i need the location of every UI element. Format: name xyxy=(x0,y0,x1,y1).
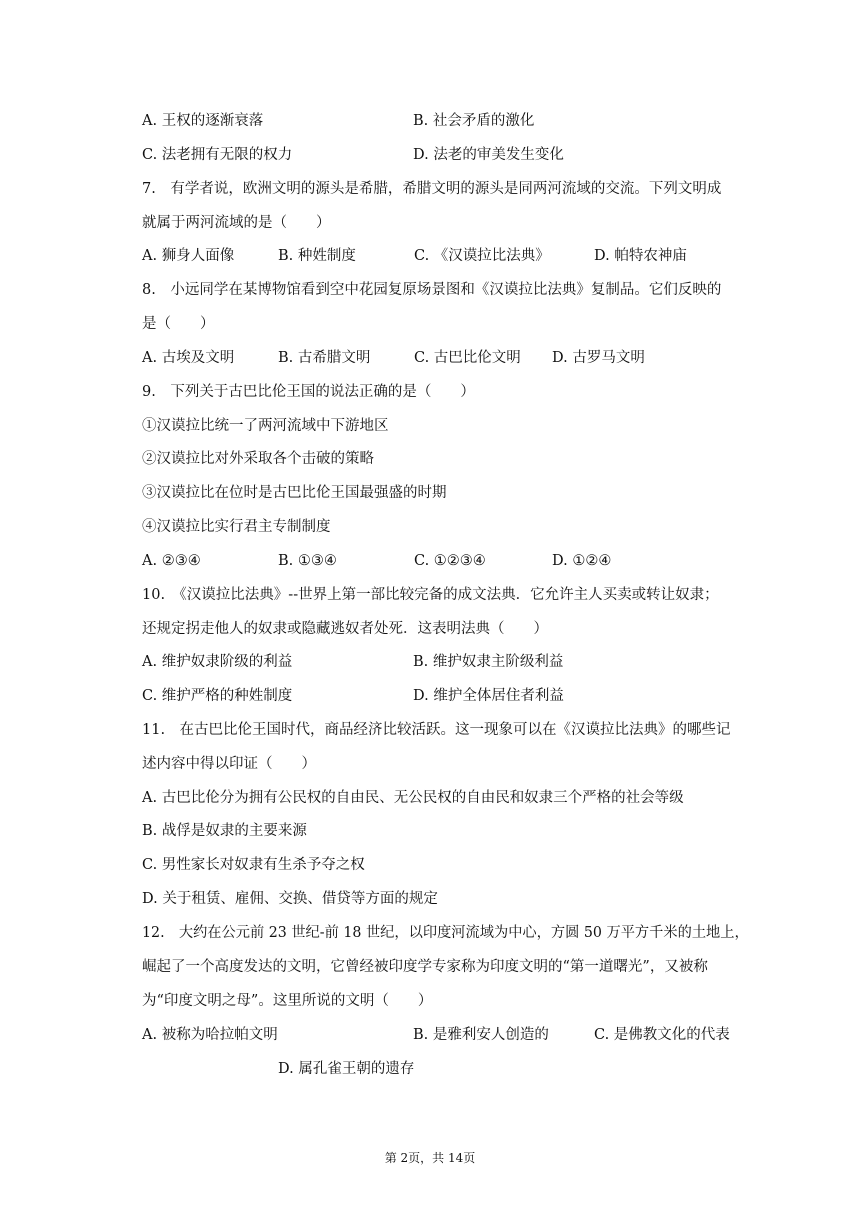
q9-option-a: A. ②③④ xyxy=(142,553,201,569)
q9-stem-line-1: 9. 下列关于古巴比伦王国的说法正确的是（ ） xyxy=(142,384,475,400)
q12-option-b: B. 是雅利安人创造的 xyxy=(413,1027,549,1043)
q8-option-a: A. 古埃及文明 xyxy=(142,350,235,366)
q12-option-d: D. 属孔雀王朝的遗存 xyxy=(278,1061,415,1077)
q7-option-c: C. 《汉谟拉比法典》 xyxy=(414,248,550,264)
q8-option-b: B. 古希腊文明 xyxy=(278,350,371,366)
q9-statement-2: ②汉谟拉比对外采取各个击破的策略 xyxy=(142,451,374,467)
q7-option-a: A. 狮身人面像 xyxy=(142,248,235,264)
q12-stem-line-1: 12. 大约在公元前 23 世纪-前 18 世纪，以印度河流域为中心，方圆 50 万平方千米的土地上， xyxy=(142,925,749,941)
q10-option-a: A. 维护奴隶阶级的利益 xyxy=(142,654,293,670)
q11-option-c: C. 男性家长对奴隶有生杀予夺之权 xyxy=(142,857,365,873)
q11-option-d: D. 关于租赁、雇佣、交换、借贷等方面的规定 xyxy=(142,891,438,907)
q9-statement-1: ①汉谟拉比统一了两河流域中下游地区 xyxy=(142,418,389,434)
q9-option-c: C. ①②③④ xyxy=(414,553,486,569)
q12-stem-line-2: 崛起了一个高度发达的文明，它曾经被印度学专家称为印度文明的“第一道曙光”，又被称 xyxy=(142,959,708,975)
q8-option-c: C. 古巴比伦文明 xyxy=(414,350,521,366)
q10-stem-line-1: 10. 《汉谟拉比法典》--世界上第一部比较完备的成文法典．它允许主人买卖或转让奴隶； xyxy=(142,587,719,603)
q10-option-c: C. 维护严格的种姓制度 xyxy=(142,688,293,704)
q7-option-b: B. 种姓制度 xyxy=(278,248,356,264)
q8-stem-line-1: 8. 小远同学在某博物馆看到空中花园复原场景图和《汉谟拉比法典》复制品。它们反映的 xyxy=(142,282,722,298)
q9-statement-4: ④汉谟拉比实行君主专制制度 xyxy=(142,519,331,535)
q10-option-b: B. 维护奴隶主阶级利益 xyxy=(413,654,564,670)
q6-option-c: C. 法老拥有无限的权力 xyxy=(142,147,293,163)
q7-option-d: D. 帕特农神庙 xyxy=(594,248,687,264)
q9-statement-3: ③汉谟拉比在位时是古巴比伦王国最强盛的时期 xyxy=(142,485,447,501)
q8-stem-line-2: 是（ ） xyxy=(142,316,215,332)
q11-stem-line-2: 述内容中得以印证（ ） xyxy=(142,756,316,772)
q10-option-d: D. 维护全体居住者利益 xyxy=(413,688,564,704)
q9-option-d: D. ①②④ xyxy=(552,553,612,569)
q10-stem-line-2: 还规定拐走他人的奴隶或隐藏逃奴者处死．这表明法典（ ） xyxy=(142,621,548,637)
q8-option-d: D. 古罗马文明 xyxy=(552,350,645,366)
q6-option-d: D. 法老的审美发生变化 xyxy=(413,147,564,163)
q11-option-b: B. 战俘是奴隶的主要来源 xyxy=(142,823,307,839)
q12-option-a: A. 被称为哈拉帕文明 xyxy=(142,1027,278,1043)
q7-stem-line-1: 7. 有学者说，欧洲文明的源头是希腊，希腊文明的源头是同两河流域的交流。下列文明成 xyxy=(142,181,722,197)
page-footer: 第 2页，共 14页 xyxy=(384,1151,476,1165)
q11-option-a: A. 古巴比伦分为拥有公民权的自由民、无公民权的自由民和奴隶三个严格的社会等级 xyxy=(142,790,684,806)
q7-stem-line-2: 就属于两河流域的是（ ） xyxy=(142,215,331,231)
q12-option-c: C. 是佛教文化的代表 xyxy=(594,1027,730,1043)
q11-stem-line-1: 11. 在古巴比伦王国时代，商品经济比较活跃。这一现象可以在《汉谟拉比法典》的哪些记 xyxy=(142,722,731,738)
q9-option-b: B. ①③④ xyxy=(278,553,337,569)
q6-option-b: B. 社会矛盾的激化 xyxy=(413,113,535,129)
q6-option-a: A. 王权的逐渐衰落 xyxy=(142,113,264,129)
q12-stem-line-3: 为“印度文明之母”。这里所说的文明（ ） xyxy=(142,993,433,1009)
